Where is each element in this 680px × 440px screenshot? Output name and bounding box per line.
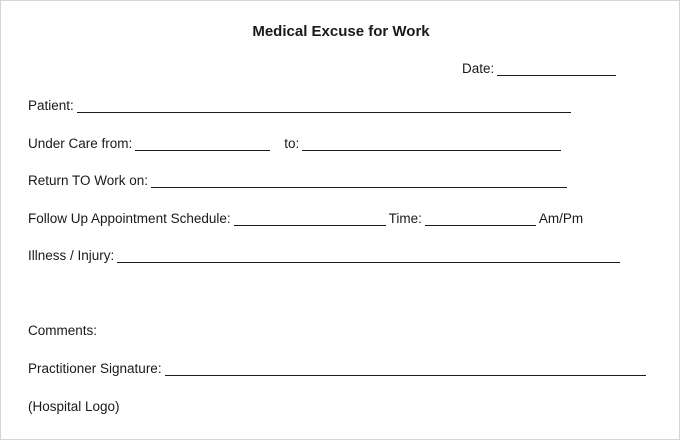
- under-care-to-field[interactable]: [302, 138, 561, 151]
- comments-row: [28, 323, 97, 338]
- illness-field[interactable]: [117, 250, 620, 263]
- return-label: Return TO Work on:: [28, 173, 149, 188]
- hospital-logo-row: [28, 399, 120, 414]
- signature-label: Practitioner Signature:: [28, 361, 162, 376]
- date-label: Date:: [462, 61, 495, 76]
- time-field[interactable]: [425, 213, 536, 226]
- date-row: [462, 61, 616, 76]
- signature-field[interactable]: [165, 363, 646, 376]
- return-row: [28, 173, 567, 188]
- comments-label: Comments:: [28, 323, 98, 338]
- hospital-logo-placeholder: (Hospital Logo): [28, 399, 120, 414]
- patient-label: Patient:: [28, 98, 74, 113]
- followup-label: Follow Up Appointment Schedule:: [28, 211, 231, 226]
- signature-row: [28, 361, 646, 376]
- patient-row: [28, 98, 571, 113]
- time-label: Time:: [388, 211, 422, 226]
- to-label: to:: [284, 136, 300, 151]
- under-care-from-label: Under Care from:: [28, 136, 133, 151]
- return-field[interactable]: [151, 175, 567, 188]
- followup-row: [28, 211, 583, 226]
- date-field[interactable]: [497, 63, 616, 76]
- under-care-row: [28, 136, 561, 151]
- illness-row: [28, 248, 620, 263]
- form-title: Medical Excuse for Work: [252, 23, 430, 40]
- followup-field[interactable]: [234, 213, 386, 226]
- under-care-from-field[interactable]: [135, 138, 270, 151]
- illness-label: Illness / Injury:: [28, 248, 115, 263]
- ampm-label: Am/Pm: [538, 211, 584, 226]
- patient-field[interactable]: [77, 100, 571, 113]
